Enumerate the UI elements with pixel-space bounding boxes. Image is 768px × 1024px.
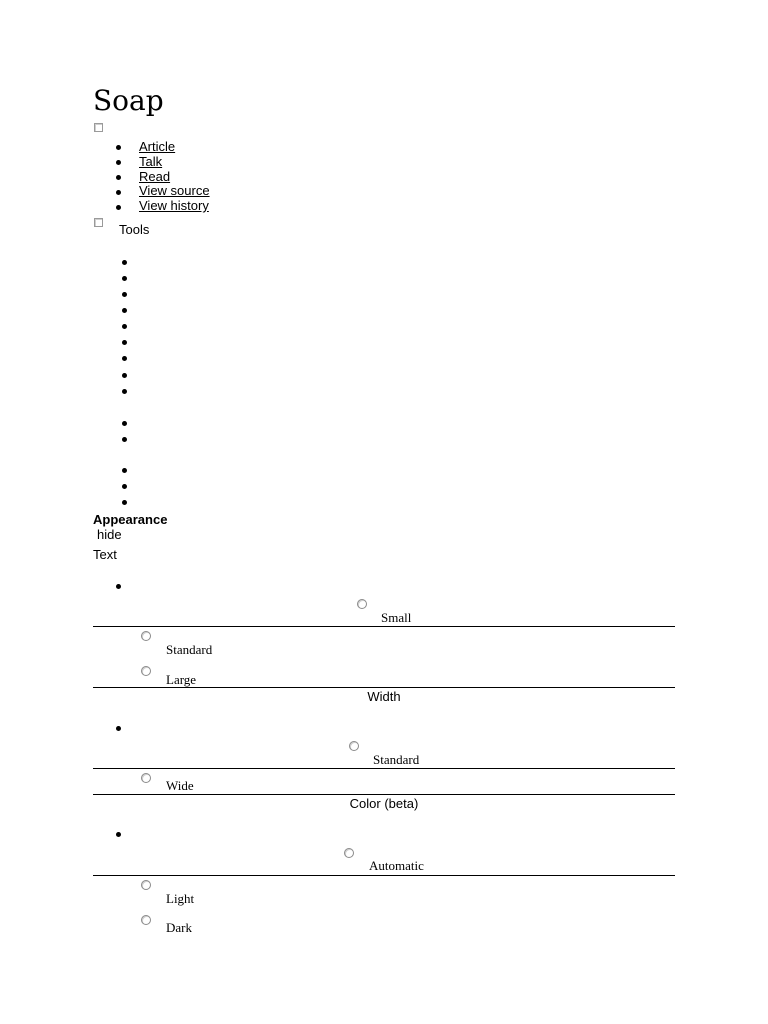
nav-link-view-source[interactable]: View source (139, 183, 210, 198)
tools-label[interactable]: Tools (119, 222, 150, 237)
nav-link-article[interactable]: Article (139, 139, 176, 154)
divider (93, 794, 675, 795)
tools-menu-checkbox[interactable] (94, 218, 103, 227)
appearance-hide-button[interactable]: hide (97, 527, 122, 542)
width-label: Width (367, 689, 401, 704)
radio-label-color-automatic: Automatic (369, 858, 424, 873)
tools-item (122, 373, 127, 378)
list-bullet (116, 190, 121, 195)
radio-color-dark[interactable] (141, 915, 151, 925)
radio-color-light[interactable] (141, 880, 151, 890)
radio-label-color-dark: Dark (166, 920, 192, 935)
radio-label-width-wide: Wide (166, 778, 194, 793)
text-size-label: Text (93, 547, 117, 562)
radio-label-text-standard: Standard (166, 642, 213, 657)
page-title: Soap (93, 84, 164, 117)
radio-text-large[interactable] (141, 666, 151, 676)
radio-label-width-standard: Standard (373, 752, 420, 767)
tools-item (122, 437, 127, 442)
divider (93, 768, 675, 769)
tools-item (122, 421, 127, 426)
appearance-heading: Appearance (93, 512, 168, 527)
tools-item (122, 308, 127, 313)
list-bullet (116, 832, 121, 837)
radio-color-automatic[interactable] (344, 848, 354, 858)
color-label: Color (beta) (349, 796, 419, 811)
list-bullet (116, 205, 121, 210)
radio-label-color-light: Light (166, 891, 195, 906)
list-bullet (116, 726, 121, 731)
tools-item (122, 468, 127, 473)
tools-item (122, 260, 127, 265)
tools-item (122, 324, 127, 329)
radio-width-standard[interactable] (349, 741, 359, 751)
tools-item (122, 389, 127, 394)
radio-label-text-small: Small (381, 610, 412, 625)
divider (93, 875, 675, 876)
list-bullet (116, 145, 121, 150)
tools-item (122, 500, 127, 505)
radio-text-standard[interactable] (141, 631, 151, 641)
list-bullet (116, 584, 121, 589)
list-bullet (116, 175, 121, 180)
nav-link-talk[interactable]: Talk (139, 154, 163, 169)
tools-item (122, 292, 127, 297)
tools-item (122, 276, 127, 281)
tools-item (122, 340, 127, 345)
nav-link-read[interactable]: Read (139, 169, 171, 184)
page-menu-checkbox[interactable] (94, 123, 103, 132)
tools-item (122, 484, 127, 489)
tools-item (122, 356, 127, 361)
radio-label-text-large: Large (166, 672, 197, 687)
nav-link-view-history[interactable]: View history (139, 198, 209, 213)
divider (93, 626, 675, 627)
radio-text-small[interactable] (357, 599, 367, 609)
list-bullet (116, 160, 121, 165)
divider (93, 687, 675, 688)
radio-width-wide[interactable] (141, 773, 151, 783)
